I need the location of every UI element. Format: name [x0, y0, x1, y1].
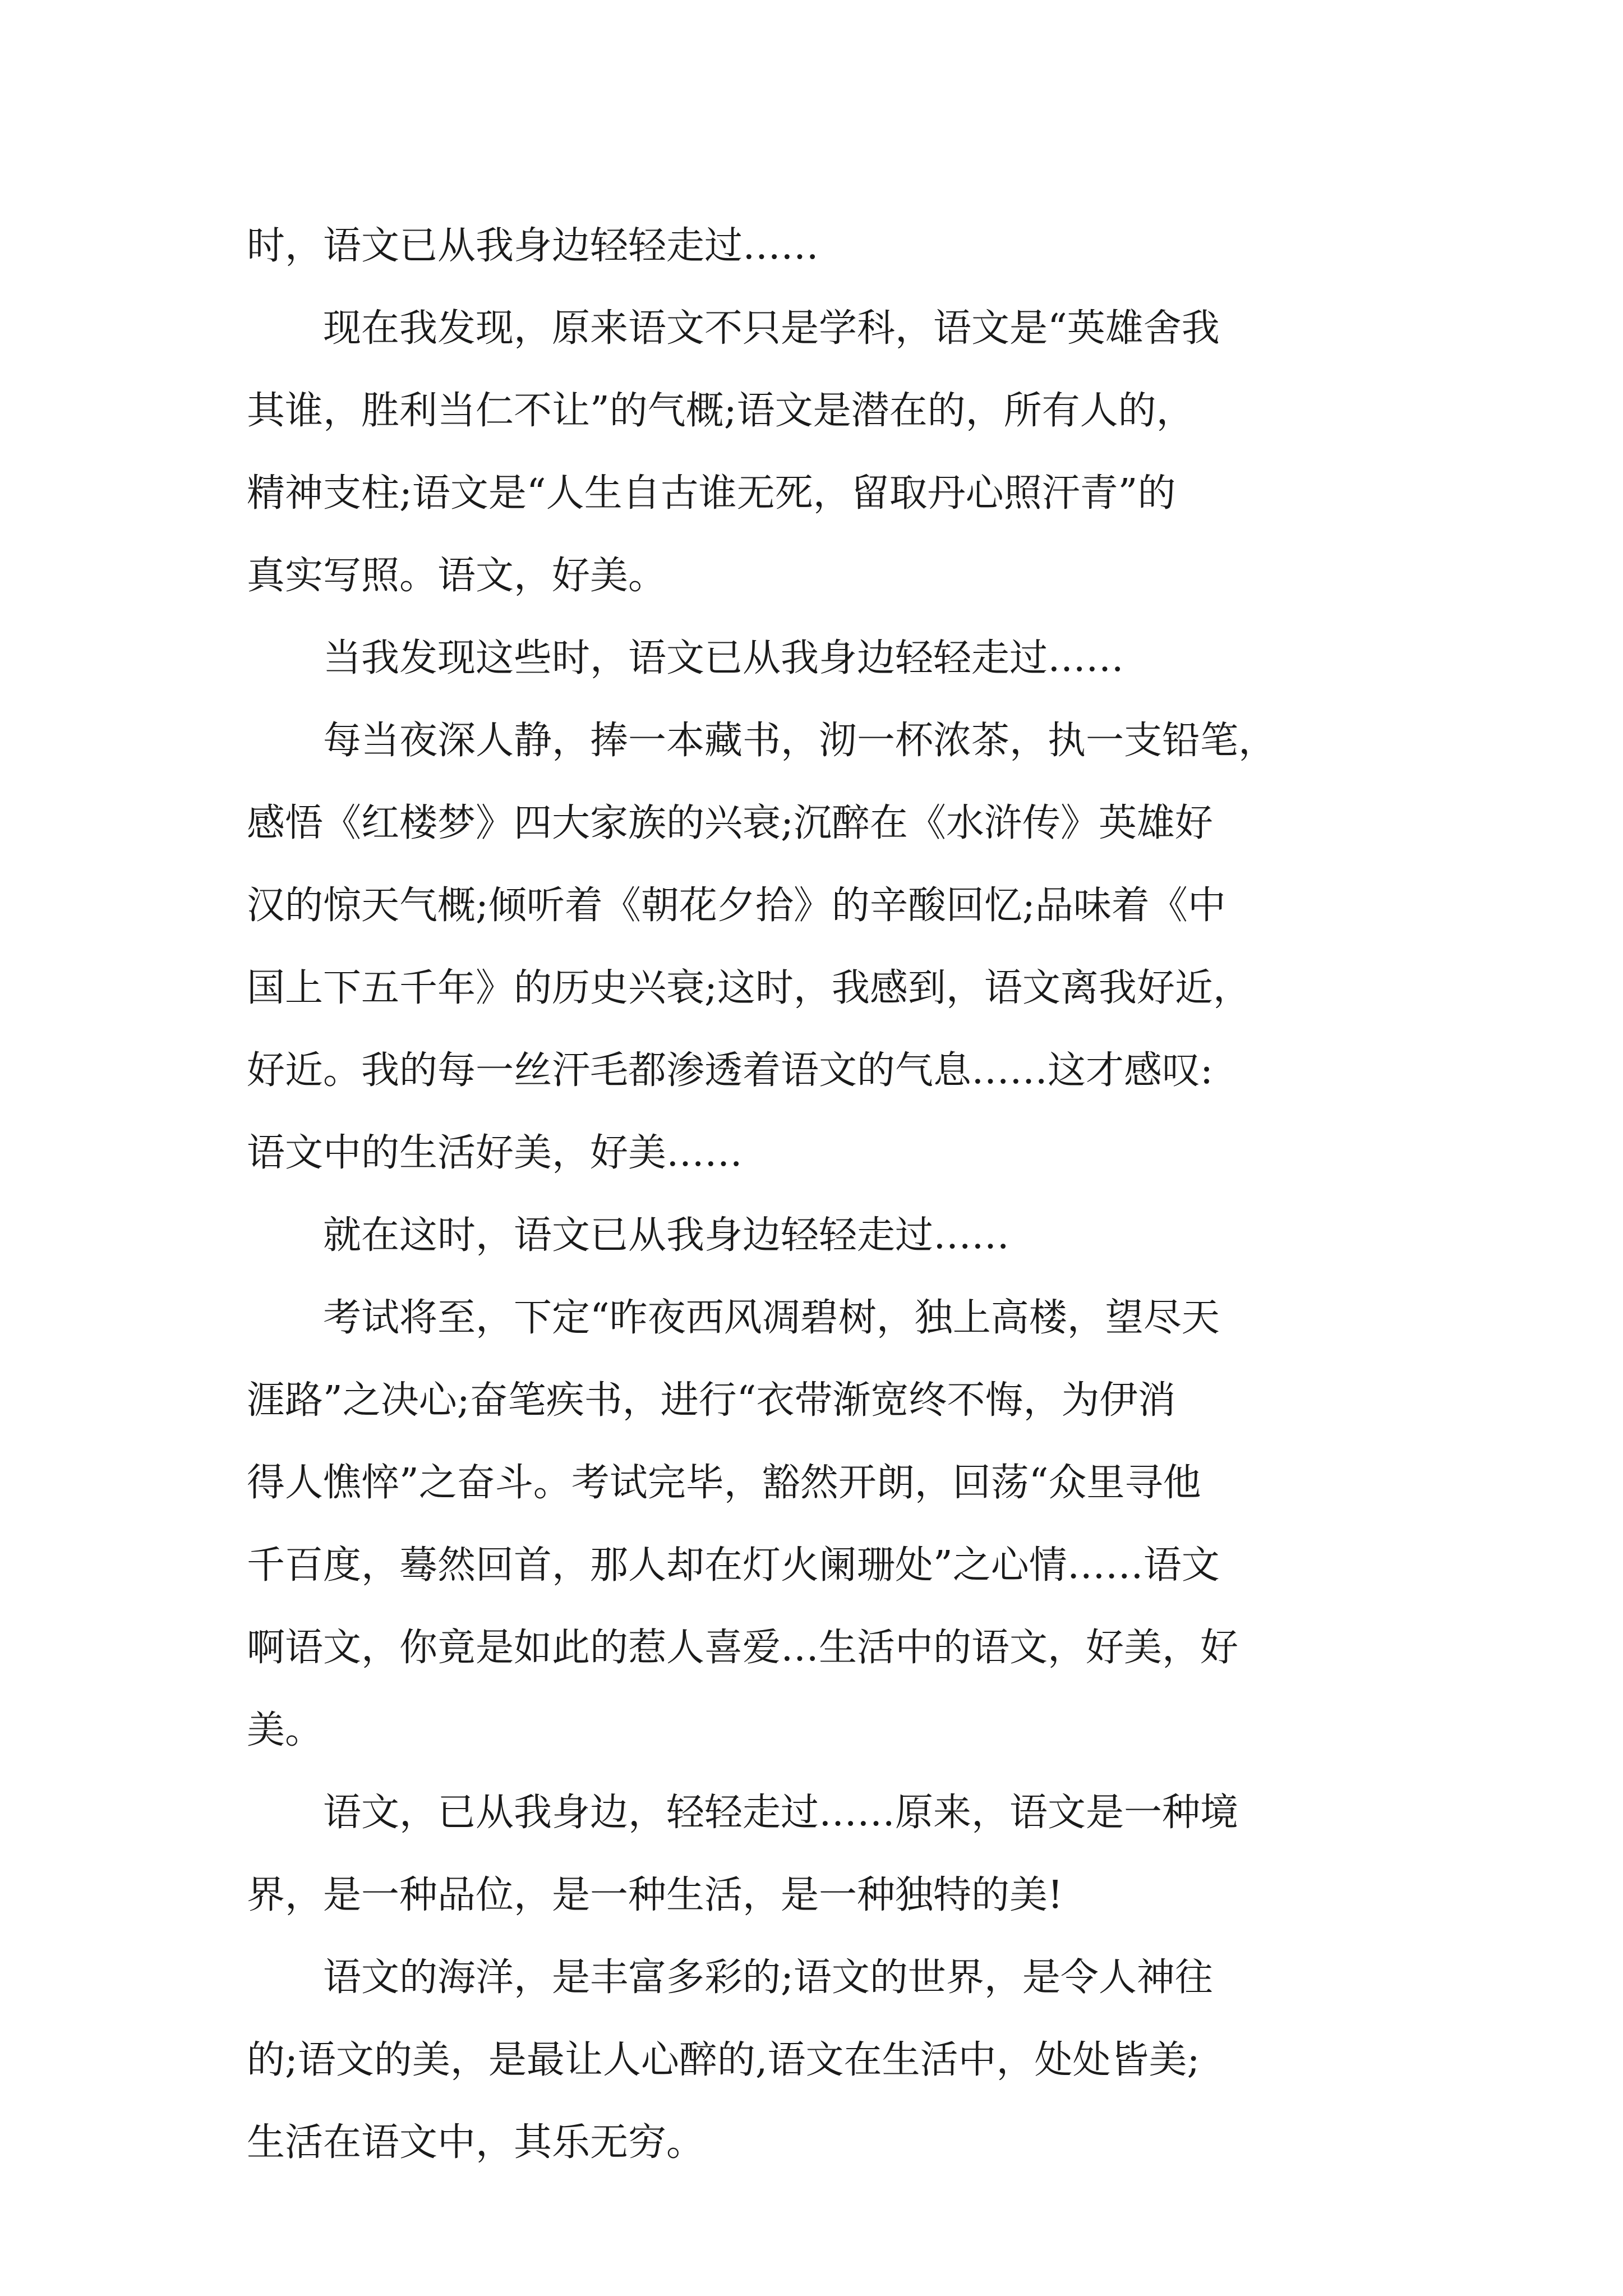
text-line: 感悟《红楼梦》四大家族的兴衰;沉醉在《水浒传》英雄好 [247, 801, 1213, 845]
document-body [247, 205, 1391, 2184]
text-line: 得人憔悴”之奋斗。考试完毕，豁然开朗，回荡“众里寻他 [247, 1461, 1201, 1505]
text-line: 汉的惊天气概;倾听着《朝花夕拾》的辛酸回忆;品味着《中 [247, 884, 1226, 928]
text-line: 语文的海洋，是丰富多彩的;语文的世界，是令人神往 [247, 1955, 1213, 2000]
text-line: 就在这时，语文已从我身边轻轻走过…… [247, 1213, 1010, 1258]
text-line: 语文中的生活好美，好美…… [247, 1131, 743, 1175]
text-line: 精神支柱;语文是“人生自古谁无死，留取丹心照汗青”的 [247, 471, 1176, 516]
text-line: 其谁，胜利当仁不让”的气概;语文是潜在的，所有人的， [247, 389, 1195, 433]
text-line: 生活在语文中，其乐无穷。 [247, 2120, 705, 2165]
text-line: 真实写照。语文，好美。 [247, 554, 667, 598]
text-line: 时，语文已从我身边轻轻走过…… [247, 224, 819, 268]
text-line: 语文，已从我身边，轻轻走过……原来，语文是一种境 [247, 1791, 1239, 1835]
text-line: 千百度，蓦然回首，那人却在灯火阑珊处”之心情……语文 [247, 1543, 1220, 1588]
text-line: 国上下五千年》的历史兴衰;这时，我感到，语文离我好近， [247, 966, 1251, 1010]
text-line: 美。 [247, 1708, 324, 1752]
text-line: 涯路”之决心;奋笔疾书，进行“衣带渐宽终不悔，为伊消 [247, 1378, 1176, 1423]
text-line: 啊语文，你竟是如此的惹人喜爱…生活中的语文，好美，好 [247, 1626, 1239, 1670]
text-line: 好近。我的每一丝汗毛都渗透着语文的气息……这才感叹: [247, 1048, 1213, 1093]
text-line: 每当夜深人静，捧一本藏书，沏一杯浓茶，执一支铅笔， [247, 719, 1277, 763]
text-line: 考试将至，下定“昨夜西风凋碧树，独上高楼，望尽天 [247, 1296, 1220, 1340]
text-line: 的;语文的美，是最让人心醉的,语文在生活中，处处皆美; [247, 2038, 1200, 2082]
text-line: 现在我发现，原来语文不只是学科，语文是“英雄舍我 [247, 306, 1220, 351]
text-line: 界，是一种品位，是一种生活，是一种独特的美! [247, 1873, 1063, 1917]
text-line: 当我发现这些时，语文已从我身边轻轻走过…… [247, 636, 1124, 680]
